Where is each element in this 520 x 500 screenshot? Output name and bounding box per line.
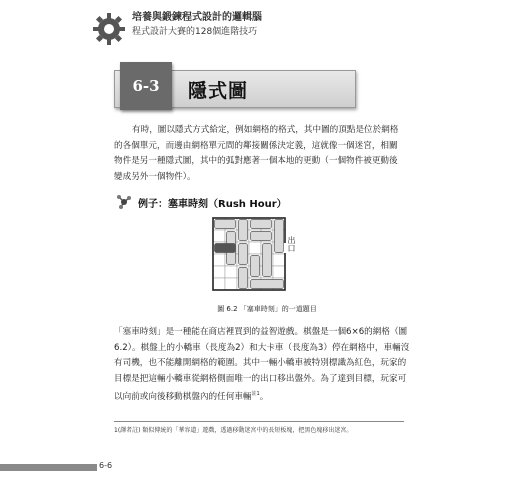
book-header	[92, 8, 352, 54]
section-title: 隱式圖	[188, 80, 249, 102]
board-cell	[213, 254, 225, 266]
board-cell	[273, 254, 285, 266]
exit-label: 出口	[287, 236, 296, 252]
series-title: 培養與鍛鍊程式設計的邏輯腦	[132, 12, 262, 23]
example-label: 例子：塞車時刻（Rush Hour）	[138, 199, 287, 210]
molecule-icon	[116, 194, 132, 210]
board-cell	[249, 242, 261, 254]
footnote: 1(譯者註) 類似傳統的「華容道」遊戲，透過移動迷宮中的長短板塊，把黑色塊移出迷宮。	[114, 427, 353, 434]
figure-caption: 圖 6.2 「塞車時刻」的一道題目	[217, 305, 317, 313]
gear-icon	[92, 12, 126, 46]
car-piece	[239, 244, 248, 265]
truck-piece	[275, 220, 284, 253]
board-cell	[213, 278, 225, 290]
footnote-divider	[114, 421, 404, 422]
car-piece	[251, 220, 272, 229]
board-cell	[213, 230, 225, 242]
paragraph-implicit-graph: 有時，圖以隱式方式給定，例如網格的格式，其中圖的頂點是位於網格的各個單元，而邊由網格單元間的鄰接關係決定義，這就像一個迷宮，相關物件是另一種隱式圖，其中的弧對應著一個本地的更動（一個物件被更動後變成另外一個物件）。	[114, 125, 399, 182]
car-piece	[251, 256, 260, 277]
page-number: 6-6	[99, 461, 113, 470]
truck-piece	[263, 244, 272, 277]
car-piece	[251, 232, 272, 241]
car-piece	[215, 220, 236, 229]
target-car	[215, 244, 236, 253]
paragraph-period: 。	[259, 391, 269, 402]
board-cell	[225, 278, 237, 290]
board-cell	[225, 266, 237, 278]
board-cell	[213, 266, 225, 278]
car-piece	[239, 220, 248, 241]
section-number-badge: 6-3	[120, 62, 172, 110]
board-cell	[273, 266, 285, 278]
paragraph-rush-hour	[114, 325, 410, 405]
footnote-mark: 註1	[251, 391, 260, 397]
truck-piece	[251, 280, 284, 289]
rush-hour-board	[212, 217, 286, 291]
paragraph-rush-hour-text: 「塞車時刻」是一種能在商店裡買到的益智遊戲。棋盤是一個6×6的網格（圖6.2）。棋盤上的小轎車（長度為2）和大卡車（長度為3）停在網格中，車輛沒有司機，也不能離開網格的範圍。其中一輛小轎車被特別標識為紅色，玩家的目標是把這輛小轎車從網格側面唯一的出口移出盤外。為了達到目標，玩家可以向前或向後移動棋盤內的任何車輛	[114, 327, 410, 402]
car-piece	[239, 268, 248, 289]
series-subtitle: 程式設計大賽的128個進階技巧	[132, 27, 258, 37]
page-number-bar	[0, 464, 97, 471]
